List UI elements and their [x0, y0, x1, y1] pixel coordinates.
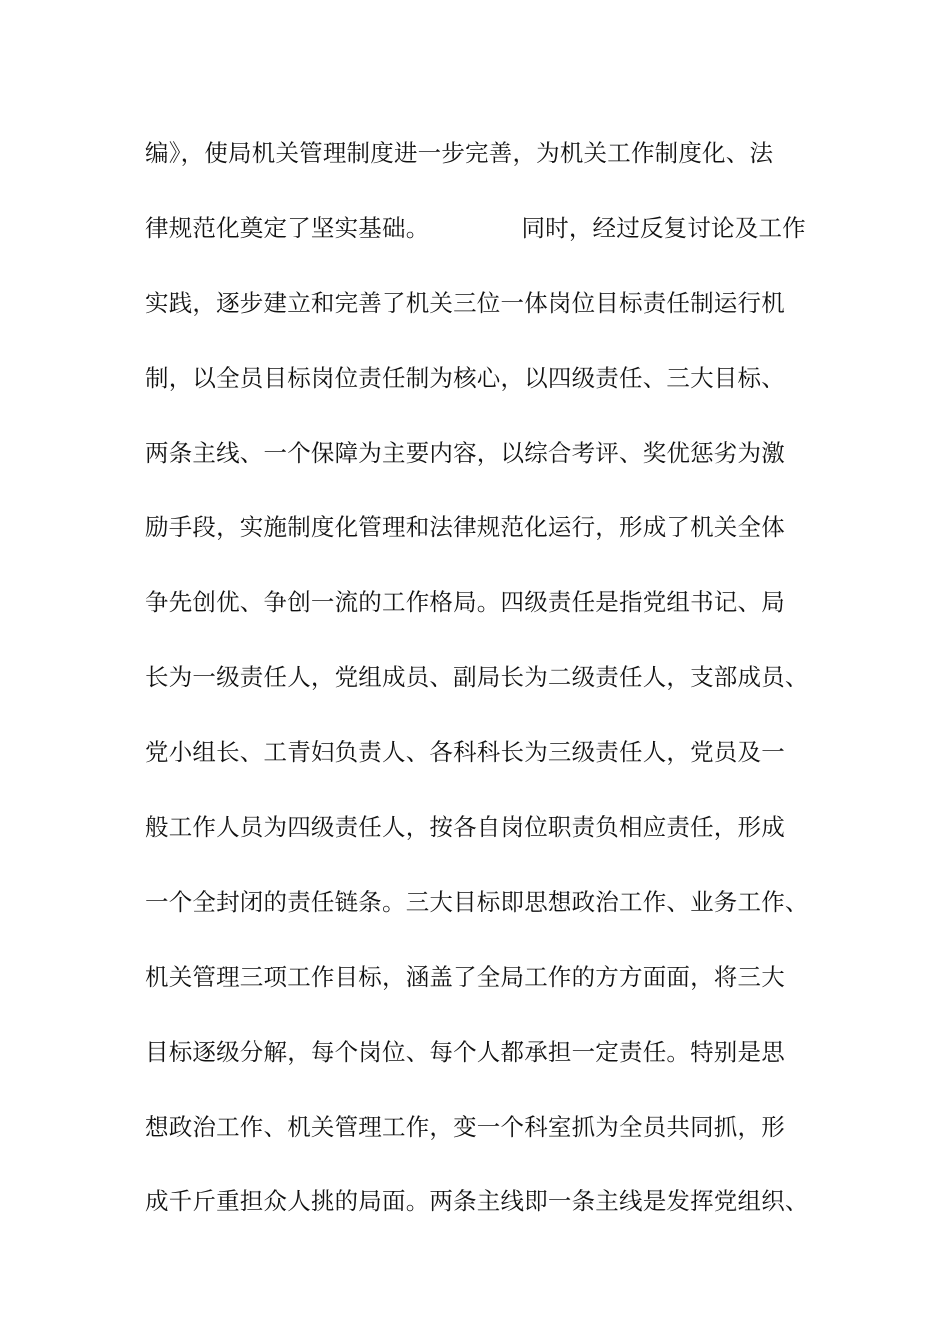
text-line-8: 长为一级责任人，党组成员、副局长为二级责任人，支部成员、	[145, 663, 809, 692]
body-text	[145, 133, 835, 1256]
text-line-13: 目标逐级分解，每个岗位、每个人都承担一定责任。特别是思	[145, 1037, 785, 1066]
text-line-1: 编》，使局机关管理制度进一步完善，为机关工作制度化、法	[145, 139, 774, 167]
text-line-4: 制，以全员目标岗位责任制为核心，以四级责任、三大目标、	[145, 363, 785, 392]
text-line-9: 党小组长、工青妇负责人、各科科长为三级责任人，党员及一	[145, 738, 785, 767]
text-line-10: 般工作人员为四级责任人，按各自岗位职责负相应责任，形成	[145, 813, 785, 842]
text-line-11: 一个全封闭的责任链条。三大目标即思想政治工作、业务工作、	[145, 887, 809, 916]
text-line-6: 励手段，实施制度化管理和法律规范化运行，形成了机关全体	[145, 513, 785, 542]
text-line-15: 成千斤重担众人挑的局面。两条主线即一条主线是发挥党组织、	[145, 1187, 809, 1216]
text-line-2: 律规范化奠定了坚实基础。 同时，经过反复讨论及工作	[145, 213, 806, 242]
text-line-14: 想政治工作、机关管理工作，变一个科室抓为全员共同抓，形	[145, 1112, 785, 1141]
text-line-12: 机关管理三项工作目标，涵盖了全局工作的方方面面，将三大	[145, 962, 785, 991]
text-line-3: 实践，逐步建立和完善了机关三位一体岗位目标责任制运行机	[145, 288, 785, 317]
text-line-7: 争先创优、争创一流的工作格局。四级责任是指党组书记、局	[145, 588, 785, 617]
text-line-5: 两条主线、一个保障为主要内容，以综合考评、奖优惩劣为激	[145, 438, 785, 467]
